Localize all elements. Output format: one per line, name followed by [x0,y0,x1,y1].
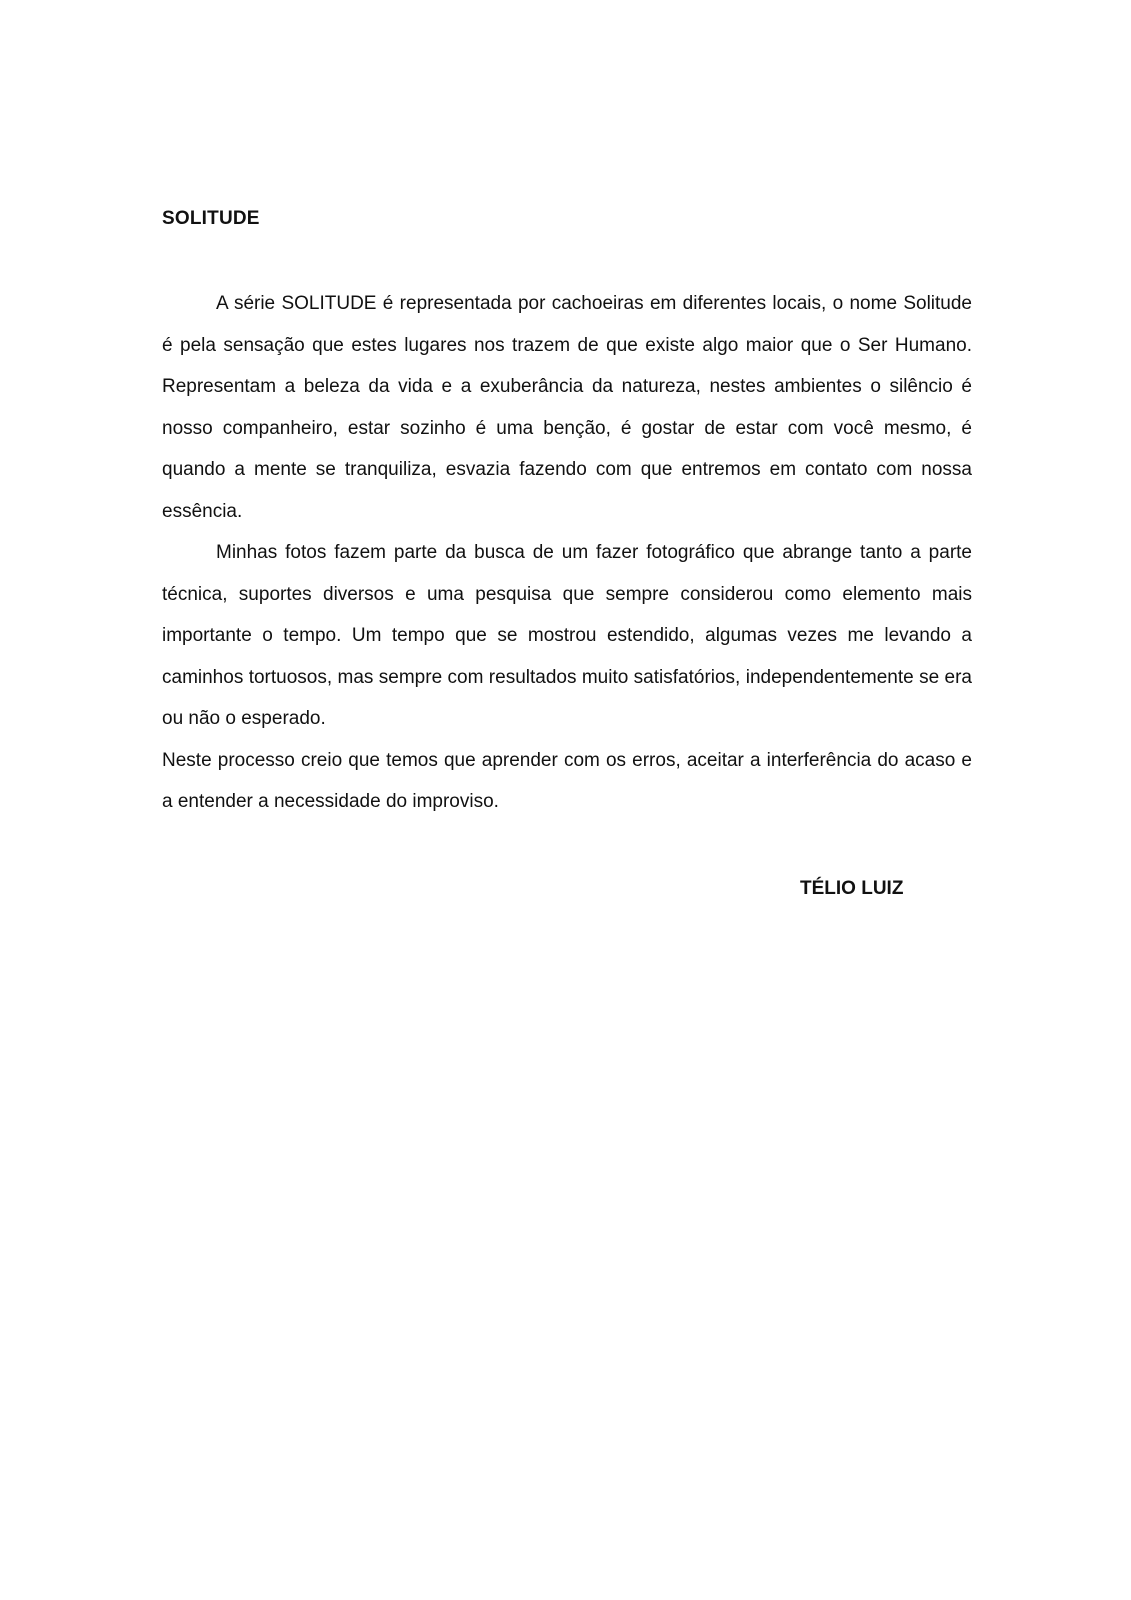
paragraph-intro: A série SOLITUDE é representada por cachoeiras em diferentes locais, o nome Solitude é pela sensação que estes lugares nos trazem de que existe algo maior que o Ser Humano. Representam a beleza da vida e a exuberância da natureza, nestes ambientes o silêncio é nosso companheiro, estar sozinho é uma benção, é gostar de estar com você mesmo, é quando a mente se tranquiliza, esvazia fazendo com que entremos em contato com nossa essência. [162,293,972,522]
author-signature: TÉLIO LUIZ [800,878,904,899]
document-body [162,283,972,823]
paragraph-process: Neste processo creio que temos que aprender com os erros, aceitar a interferência do acaso e a entender a necessidade do improviso. [162,749,972,812]
document-title: SOLITUDE [162,208,260,229]
paragraph-photography: Minhas fotos fazem parte da busca de um fazer fotográfico que abrange tanto a parte técnica, suportes diversos e uma pesquisa que sempre considerou como elemento mais importante o tempo. Um tempo que se mostrou estendido, algumas vezes me levando a caminhos tortuosos, mas sempre com resultados muito satisfatórios, independentemente se era ou não o esperado. [162,542,972,729]
document-content [162,206,972,823]
